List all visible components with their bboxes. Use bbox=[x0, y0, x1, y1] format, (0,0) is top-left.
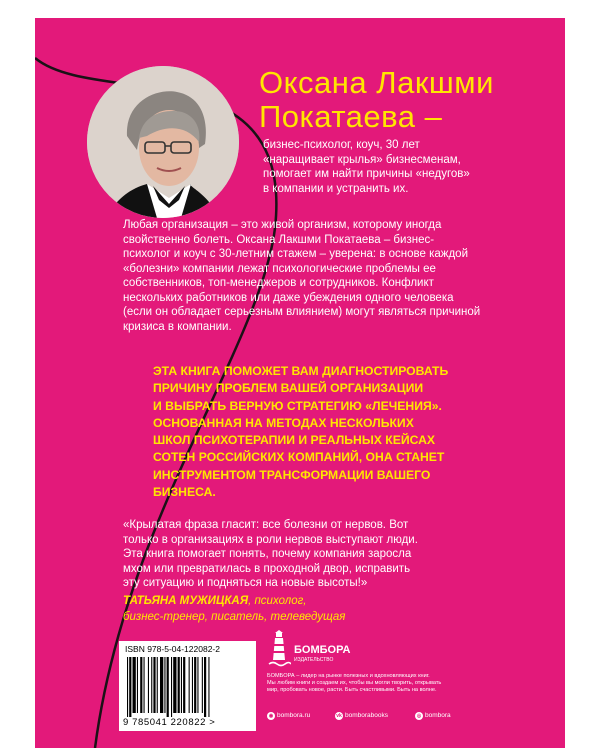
publisher-subtitle: ИЗДАТЕЛЬСТВО bbox=[294, 657, 334, 663]
barcode-bar bbox=[202, 657, 203, 713]
barcode-bar bbox=[157, 657, 158, 713]
quote-line: «Крылатая фраза гласит: все болезни от нервов. Вот bbox=[123, 519, 409, 531]
highlight-line: ИНСТРУМЕНТОМ ТРАНСФОРМАЦИИ ВАШЕГО bbox=[153, 467, 431, 482]
barcode-bar bbox=[208, 657, 209, 717]
highlight-line: ПРИЧИНУ ПРОБЛЕМ ВАШЕЙ ОРГАНИЗАЦИИ bbox=[153, 381, 424, 396]
barcode-bar bbox=[181, 657, 182, 713]
barcode-bar bbox=[133, 657, 136, 713]
vk-icon: vk bbox=[336, 713, 342, 719]
barcode-bar bbox=[151, 657, 152, 713]
highlight-line: ОСНОВАННАЯ НА МЕТОДАХ НЕСКОЛЬКИХ bbox=[153, 415, 414, 430]
barcode-bar bbox=[148, 657, 149, 713]
social-label: bombora.ru bbox=[277, 712, 311, 719]
social-links bbox=[267, 711, 527, 723]
description-line: Любая организация – это живой организм, которому иногда bbox=[123, 219, 442, 231]
highlight-line: И ВЫБРАТЬ ВЕРНУЮ СТРАТЕГИЮ «ЛЕЧЕНИЯ». bbox=[153, 398, 442, 413]
author-bio-line: в компании и устранить их. bbox=[263, 182, 409, 195]
barcode-bar bbox=[183, 657, 185, 713]
publisher-logo bbox=[267, 630, 351, 670]
description-line: психолог и коуч с 30-летним стажем – уверена: в основе каждой bbox=[123, 248, 468, 260]
author-bio-line: бизнес-психолог, коуч, 30 лет bbox=[263, 139, 420, 151]
barcode-bar bbox=[167, 657, 169, 717]
description-line: кризиса в компании. bbox=[123, 320, 232, 333]
quote-attribution bbox=[123, 593, 523, 625]
description-line: «болезни» компании лежат психологические проблемы ее bbox=[123, 262, 436, 275]
description-line: свойственно болеть. Оксана Лакшми Покатаева – бизнес- bbox=[123, 233, 435, 246]
barcode-bar bbox=[194, 657, 196, 713]
description-line: (если он обладает серьезным влиянием) могут являться причиной bbox=[123, 306, 481, 318]
author-name bbox=[259, 66, 559, 134]
publisher-text-line: Мы любим книги и создаем их, чтобы вы могли творить, открывать bbox=[267, 680, 442, 687]
barcode-bar bbox=[192, 657, 193, 713]
author-bio-line: «наращивает крылья» бизнесменам, bbox=[263, 153, 461, 166]
description-line: нескольких работников или даже убеждения одного человека bbox=[123, 291, 454, 304]
barcode-bar bbox=[144, 657, 145, 713]
author-name-line-2: Покатаева – bbox=[259, 99, 443, 134]
quote-line: эту ситуацию и подняться на новые высоты!» bbox=[123, 577, 368, 589]
description-line: собственников, топ-менеджеров и сотрудников. Конфликт bbox=[123, 277, 434, 289]
quote-author-role-2: бизнес-тренер, писатель, телеведущая bbox=[123, 611, 346, 623]
quote-line: Эта книга помогает понять, почему компания заросла bbox=[123, 548, 412, 560]
author-portrait bbox=[87, 66, 239, 218]
publisher-description bbox=[267, 673, 477, 695]
quote-line: только в организациях в роли нервов выступают люди. bbox=[123, 533, 418, 546]
highlight-line: БИЗНЕСА. bbox=[153, 485, 216, 500]
barcode-bar bbox=[140, 657, 142, 713]
lighthouse-icon bbox=[267, 630, 291, 668]
barcode-bar bbox=[137, 657, 138, 713]
back-cover bbox=[35, 18, 565, 748]
publisher-text-line: мир, пробовать новое, расти. Быть счастливыми. Быть на волне. bbox=[267, 687, 437, 694]
publisher-name: БОМБОРА bbox=[294, 644, 351, 656]
highlight-line: СОТЕН РОССИЙСКИХ КОМПАНИЙ, ОНА СТАНЕТ bbox=[153, 450, 445, 465]
quote-line: мхом или превратилась в проходной двор, исправить bbox=[123, 562, 411, 575]
highlight-block bbox=[153, 363, 513, 501]
author-bio bbox=[263, 138, 473, 196]
barcode-bar bbox=[197, 657, 198, 713]
quote-author-role: , психолог, bbox=[248, 595, 307, 607]
quote-author-name: ТАТЬЯНА МУЖИЦКАЯ bbox=[123, 595, 249, 607]
barcode-bars bbox=[125, 657, 250, 717]
globe-icon: ◉ bbox=[268, 713, 274, 719]
barcode-bar bbox=[189, 657, 190, 713]
barcode-bar bbox=[127, 657, 128, 717]
isbn-label: ISBN 978-5-04-122082-2 bbox=[125, 644, 220, 654]
book-description bbox=[123, 218, 543, 334]
barcode-bar bbox=[164, 657, 165, 713]
author-name-line-1: Оксана Лакшми bbox=[259, 65, 494, 100]
social-label: bomborabooks bbox=[345, 712, 388, 719]
barcode-bar bbox=[173, 657, 176, 713]
barcode-bar bbox=[178, 657, 180, 713]
publisher-text-line: БОМБОРА – лидер на рынке полезных и вдохновляющих книг. bbox=[267, 673, 430, 679]
highlight-line: ЭТА КНИГА ПОМОЖЕТ ВАМ ДИАГНОСТИРОВАТЬ bbox=[153, 364, 449, 378]
barcode-bar bbox=[129, 657, 131, 717]
barcode-bar bbox=[160, 657, 163, 713]
social-label: bombora bbox=[425, 712, 451, 719]
barcode-bar bbox=[204, 657, 206, 717]
instagram-icon: ◎ bbox=[416, 713, 422, 719]
barcode-bar bbox=[171, 657, 172, 717]
barcode-bar bbox=[153, 657, 155, 713]
barcode bbox=[119, 641, 256, 731]
highlight-line: ШКОЛ ПСИХОТЕРАПИИ И РЕАЛЬНЫХ КЕЙСАХ bbox=[153, 433, 436, 448]
author-bio-line: помогает им найти причины «недугов» bbox=[263, 168, 470, 180]
barcode-digits: 9 785041 220822 > bbox=[123, 717, 216, 728]
testimonial-quote bbox=[123, 518, 543, 591]
